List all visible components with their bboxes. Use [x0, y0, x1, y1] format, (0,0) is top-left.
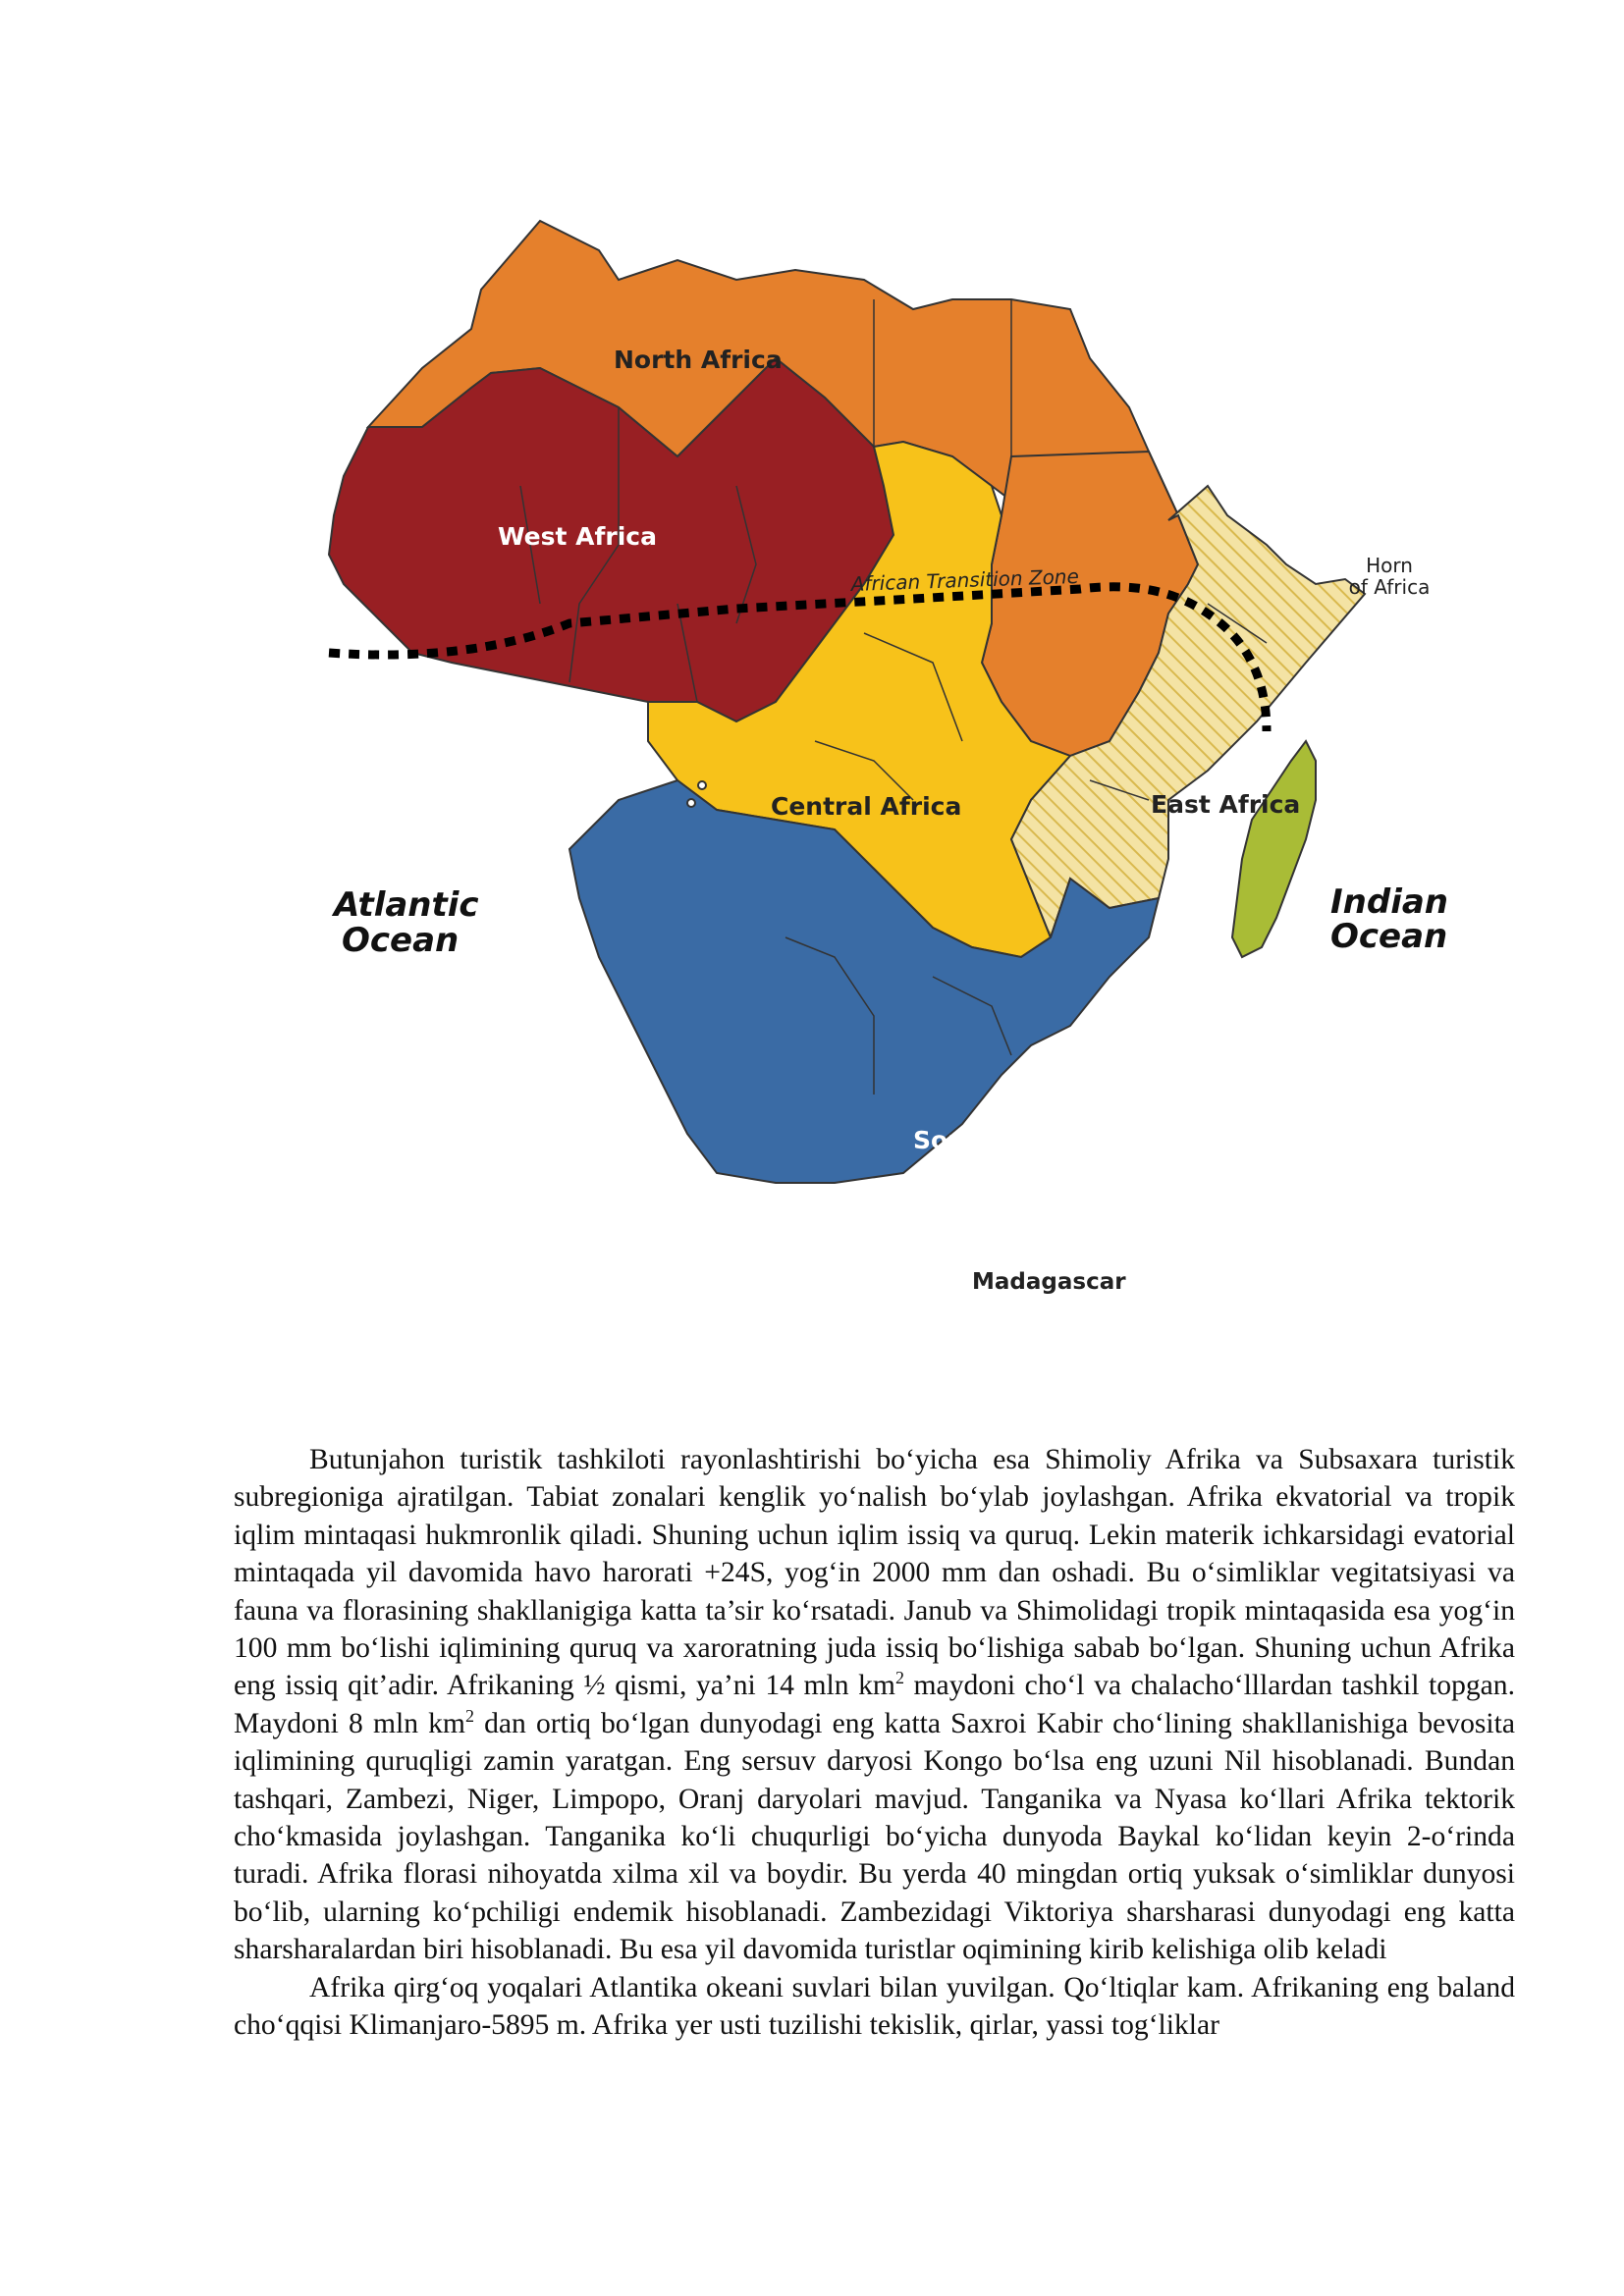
- label-madagascar: Madagascar: [972, 1269, 1126, 1295]
- label-transition-zone: African Transition Zone: [850, 563, 1080, 596]
- label-indian-line1: Indian: [1330, 882, 1448, 922]
- island: [698, 781, 706, 789]
- label-indian-line2: Ocean: [1330, 917, 1448, 956]
- label-central-africa: Central Africa: [771, 792, 962, 821]
- label-atlantic-line2: Ocean: [342, 921, 460, 960]
- label-horn-line1: Horn: [1366, 554, 1413, 577]
- label-horn-line2: of Africa: [1348, 575, 1431, 599]
- paragraph: [234, 1441, 1515, 1969]
- label-east-africa: East Africa: [1151, 790, 1301, 819]
- africa-regions-map: [324, 191, 1502, 1409]
- label-west-africa: West Africa: [498, 522, 657, 551]
- superscript: 2: [894, 1668, 904, 1688]
- island: [687, 799, 695, 807]
- region-madagascar: [1232, 741, 1316, 957]
- paragraph-text: maydoni cho‘l va chalacho‘lllardan tashkil topgan. Maydoni 8 mln km: [234, 1670, 1515, 1739]
- body-text: [234, 1441, 1515, 2045]
- label-southern-africa: Southern Africa: [913, 1126, 1131, 1154]
- superscript: 2: [464, 1705, 474, 1726]
- label-atlantic-line1: Atlantic: [334, 885, 479, 925]
- label-north-africa: North Africa: [614, 346, 783, 374]
- paragraph-text: Butunjahon turistik tashkiloti rayonlashtirishi bo‘yicha esa Shimoliy Afrika va Subsaxara turistik subregioniga ajratilgan. Tabiat zonalari kenglik yo‘nalish bo‘ylab joylashgan. Afrika ekvatorial va tropik iqlim mintaqasi hukmronlik qiladi. Shuning uchun iqlim issiq va quruq. Lekin materik ichkarsidagi evatorial mintaqada yil davomida havo harorati +24S, yog‘in 2000 mm dan oshadi. Bu o‘simliklar vegitatsiyasi va fauna va florasining shakllanigiga katta ta’sir ko‘rsatadi. Janub va Shimolidagi tropik mintaqasida esa yog‘in 100 mm bo‘lishi iqlimining quruq va xaroratning juda issiq bo‘lishiga sabab bo‘lgan. Shuning uchun Afrika eng issiq qit’adir. Afrikaning ½ qismi, ya’ni 14 mln km: [234, 1444, 1515, 1702]
- paragraph: Afrika qirg‘oq yoqalari Atlantika okeani suvlari bilan yuvilgan. Qo‘ltiqlar kam. Afrikaning eng baland cho‘qqisi Klimanjaro-5895 m. Afrika yer usti tuzilishi tekislik, qirlar, yassi tog‘liklar: [234, 1971, 1515, 2042]
- paragraph-text: dan ortiq bo‘lgan dunyodagi eng katta Saxroi Kabir cho‘lining shakllanishiga bevosita iqlimining quruqligi zamin yaratgan. Eng sersuv daryosi Kongo bo‘lsa eng uzuni Nil hisoblanadi. Bundan tashqari, Zambezi, Niger, Limpopo, Oranj daryolari mavjud. Tanganika va Nyasa ko‘llari Afrika tektorik cho‘kmasida joylashgan. Tanganika ko‘li chuqurligi bo‘yicha dunyoda Baykal ko‘lidan keyin 2-o‘rinda turadi. Afrika florasi nihoyatda xilma xil va boydir. Bu yerda 40 mingdan ortiq yuksak o‘simliklar dunyosi bo‘lib, ularning ko‘pchiligi endemik hisoblanadi. Zambezidagi Viktoriya sharsharasi dunyodagi eng katta sharsharalardan biri hisoblanadi. Bu esa yil davomida turistlar oqimining kirib kelishiga olib keladi: [234, 1707, 1515, 1966]
